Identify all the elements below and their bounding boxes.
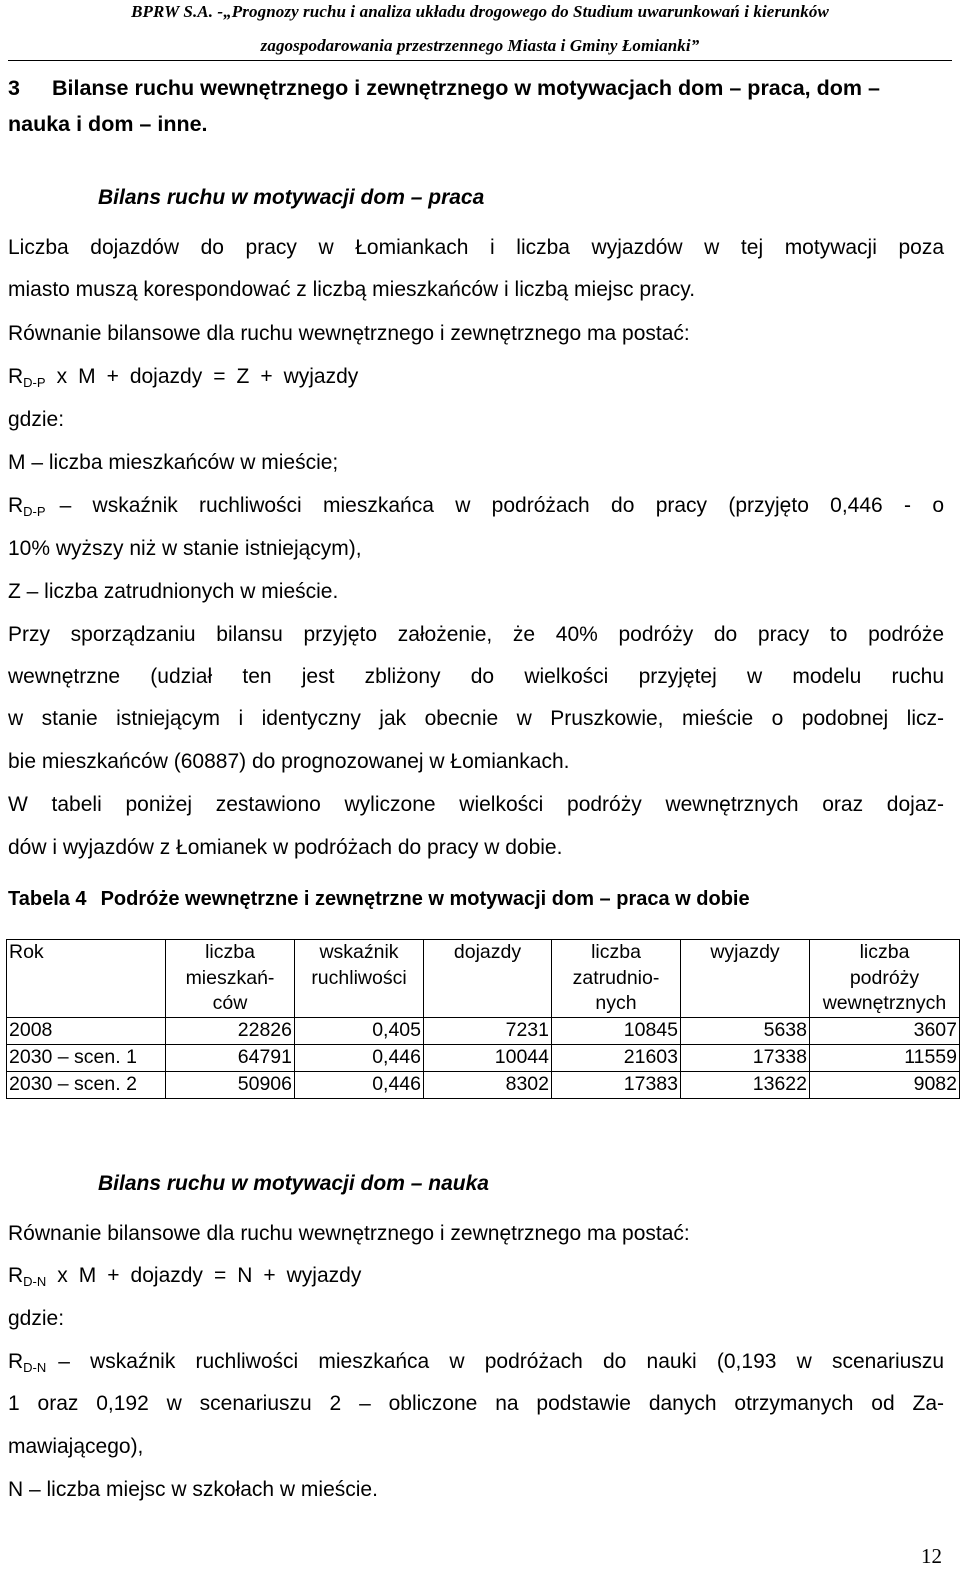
- eq-times: x: [56, 365, 68, 388]
- eq-r-symbol: R: [8, 1264, 24, 1287]
- definition-r-dp-line2: 10% wyższy niż w stanie istniejącym),: [8, 537, 362, 560]
- header-cell: Rok: [7, 940, 166, 1018]
- running-header-line2: zagospodarowania przestrzennego Miasta i Gminy Łomianki”: [260, 36, 700, 55]
- eq-wyjazdy: wyjazdy: [286, 1264, 362, 1287]
- definition-r-dn-line1: [8, 1350, 944, 1375]
- travel-table: [6, 939, 960, 1099]
- definition-z: Z – liczba zatrudnionych w mieście.: [8, 580, 339, 603]
- intro-line-1: Liczba dojazdów do pracy w Łomiankach i liczba wyjazdów w tej motywacji poza: [8, 236, 944, 259]
- paragraph1-line1: Przy sporządzaniu bilansu przyjęto założenie, że 40% podróży do pracy to podróże: [8, 623, 944, 646]
- eq-plus-1: +: [106, 365, 119, 388]
- definition-r-dn-line3: mawiającego),: [8, 1435, 144, 1458]
- paragraph2-line1: W tabeli poniżej zestawiono wyliczone wielkości podróży wewnętrznych oraz dojaz-: [8, 793, 944, 816]
- def-r-symbol: $R_{D-N}$: [8, 1350, 47, 1375]
- paragraph1-line3: w stanie istniejącym i identyczny jak obecnie w Pruszkowie, mieście o podobnej licz-: [8, 707, 944, 730]
- eq-m: M: [78, 1264, 97, 1287]
- table-cell: 0,446: [295, 1044, 424, 1071]
- table-caption-number: Tabela 4: [8, 888, 87, 910]
- eq-plus-2: +: [260, 365, 273, 388]
- table-cell: 2030 – scen. 1: [7, 1044, 166, 1071]
- eq-n: N: [237, 1264, 253, 1287]
- where-label-work: gdzie:: [8, 408, 65, 431]
- table-cell: 22826: [166, 1017, 295, 1044]
- page-number: 12: [921, 1544, 942, 1568]
- paragraph1-line4: bie mieszkańców (60887) do prognozowanej w Łomiankach.: [8, 750, 570, 773]
- eq-m: M: [78, 365, 96, 388]
- eq-dojazdy: dojazdy: [129, 365, 203, 388]
- table-caption: [8, 888, 750, 911]
- table-cell: 10845: [552, 1017, 681, 1044]
- section-title-text: Bilanse ruchu wewnętrznego i zewnętrznego w motywacjach dom – praca, dom – nauka i dom – inne.: [8, 76, 880, 136]
- table-cell: 13622: [681, 1071, 810, 1098]
- table-cell: 2030 – scen. 2: [7, 1071, 166, 1098]
- eq-equals: =: [213, 365, 226, 388]
- header-rule: [8, 60, 952, 61]
- subheading-study: Bilans ruchu w motywacji dom – nauka: [98, 1172, 489, 1195]
- header-cell: wskaźnik ruchliwości: [295, 940, 424, 1018]
- def-r-text: – wskaźnik ruchliwości mieszkańca w podróżach do pracy (przyjęto 0,446 - o: [59, 494, 944, 517]
- header-cell: liczba podróży wewnętrznych: [810, 940, 960, 1018]
- equation-study: [8, 1264, 361, 1289]
- header-cell: liczba zatrudnio- nych: [552, 940, 681, 1018]
- table-cell: 8302: [424, 1071, 552, 1098]
- table-header-row: [7, 940, 960, 1018]
- table-cell: 50906: [166, 1071, 295, 1098]
- eq-z: Z: [236, 365, 250, 388]
- eq-plus-2: +: [263, 1264, 276, 1287]
- table-cell: 17338: [681, 1044, 810, 1071]
- table-cell: 17383: [552, 1071, 681, 1098]
- subheading-work: Bilans ruchu w motywacji dom – praca: [98, 186, 485, 209]
- equation-intro-study: Równanie bilansowe dla ruchu wewnętrznego i zewnętrznego ma postać:: [8, 1222, 690, 1245]
- table-cell: 3607: [810, 1017, 960, 1044]
- eq-plus-1: +: [107, 1264, 120, 1287]
- table-cell: 2008: [7, 1017, 166, 1044]
- eq-wyjazdy: wyjazdy: [283, 365, 359, 388]
- header-cell: dojazdy: [424, 940, 552, 1018]
- def-r-symbol: $R_{D-P}$: [8, 494, 46, 519]
- table-cell: 5638: [681, 1017, 810, 1044]
- paragraph1-line2: wewnętrzne (udział ten jest zbliżony do wielkości przyjętej w modelu ruchu: [8, 665, 944, 688]
- eq-times: x: [57, 1264, 68, 1287]
- definition-r-dp-line1: [8, 494, 944, 519]
- running-header-line1: BPRW S.A. -„Prognozy ruchu i analiza układu drogowego do Studium uwarunkowań i kierunków: [131, 2, 829, 21]
- table-row: [7, 1017, 960, 1044]
- header-cell: wyjazdy: [681, 940, 810, 1018]
- section-title: [8, 70, 944, 142]
- section-number: 3: [8, 76, 20, 100]
- table-cell: 64791: [166, 1044, 295, 1071]
- definition-m: M – liczba mieszkańców w mieście;: [8, 451, 339, 474]
- table-cell: 7231: [424, 1017, 552, 1044]
- header-cell: liczba mieszkań- ców: [166, 940, 295, 1018]
- definition-r-dn-line2: 1 oraz 0,192 w scenariuszu 2 – obliczone na podstawie danych otrzymanych od Za-: [8, 1392, 944, 1415]
- table-cell: 9082: [810, 1071, 960, 1098]
- table-cell: 10044: [424, 1044, 552, 1071]
- table-row: [7, 1044, 960, 1071]
- eq-equals: =: [213, 1264, 227, 1287]
- table-cell: 21603: [552, 1044, 681, 1071]
- equation-intro-work: Równanie bilansowe dla ruchu wewnętrznego i zewnętrznego ma postać:: [8, 322, 690, 345]
- intro-line-2: miasto muszą korespondować z liczbą mieszkańców i liczbą miejsc pracy.: [8, 278, 696, 301]
- equation-work: [8, 365, 358, 390]
- table-row: [7, 1071, 960, 1098]
- table-cell: 0,405: [295, 1017, 424, 1044]
- eq-r-subscript: D-N: [23, 1274, 47, 1289]
- eq-r-subscript: D-P: [23, 375, 46, 390]
- table-cell: 0,446: [295, 1071, 424, 1098]
- paragraph2-line2: dów i wyjazdów z Łomianek w podróżach do pracy w dobie.: [8, 836, 563, 859]
- definition-n: N – liczba miejsc w szkołach w mieście.: [8, 1478, 378, 1501]
- where-label-study: gdzie:: [8, 1307, 65, 1330]
- eq-dojazdy: dojazdy: [130, 1264, 203, 1287]
- def-r-text: – wskaźnik ruchliwości mieszkańca w podróżach do nauki (0,193 w scenariuszu: [58, 1350, 944, 1373]
- table-caption-text: Podróże wewnętrzne i zewnętrzne w motywacji dom – praca w dobie: [100, 888, 750, 910]
- eq-r-symbol: R: [8, 365, 24, 388]
- table-cell: 11559: [810, 1044, 960, 1071]
